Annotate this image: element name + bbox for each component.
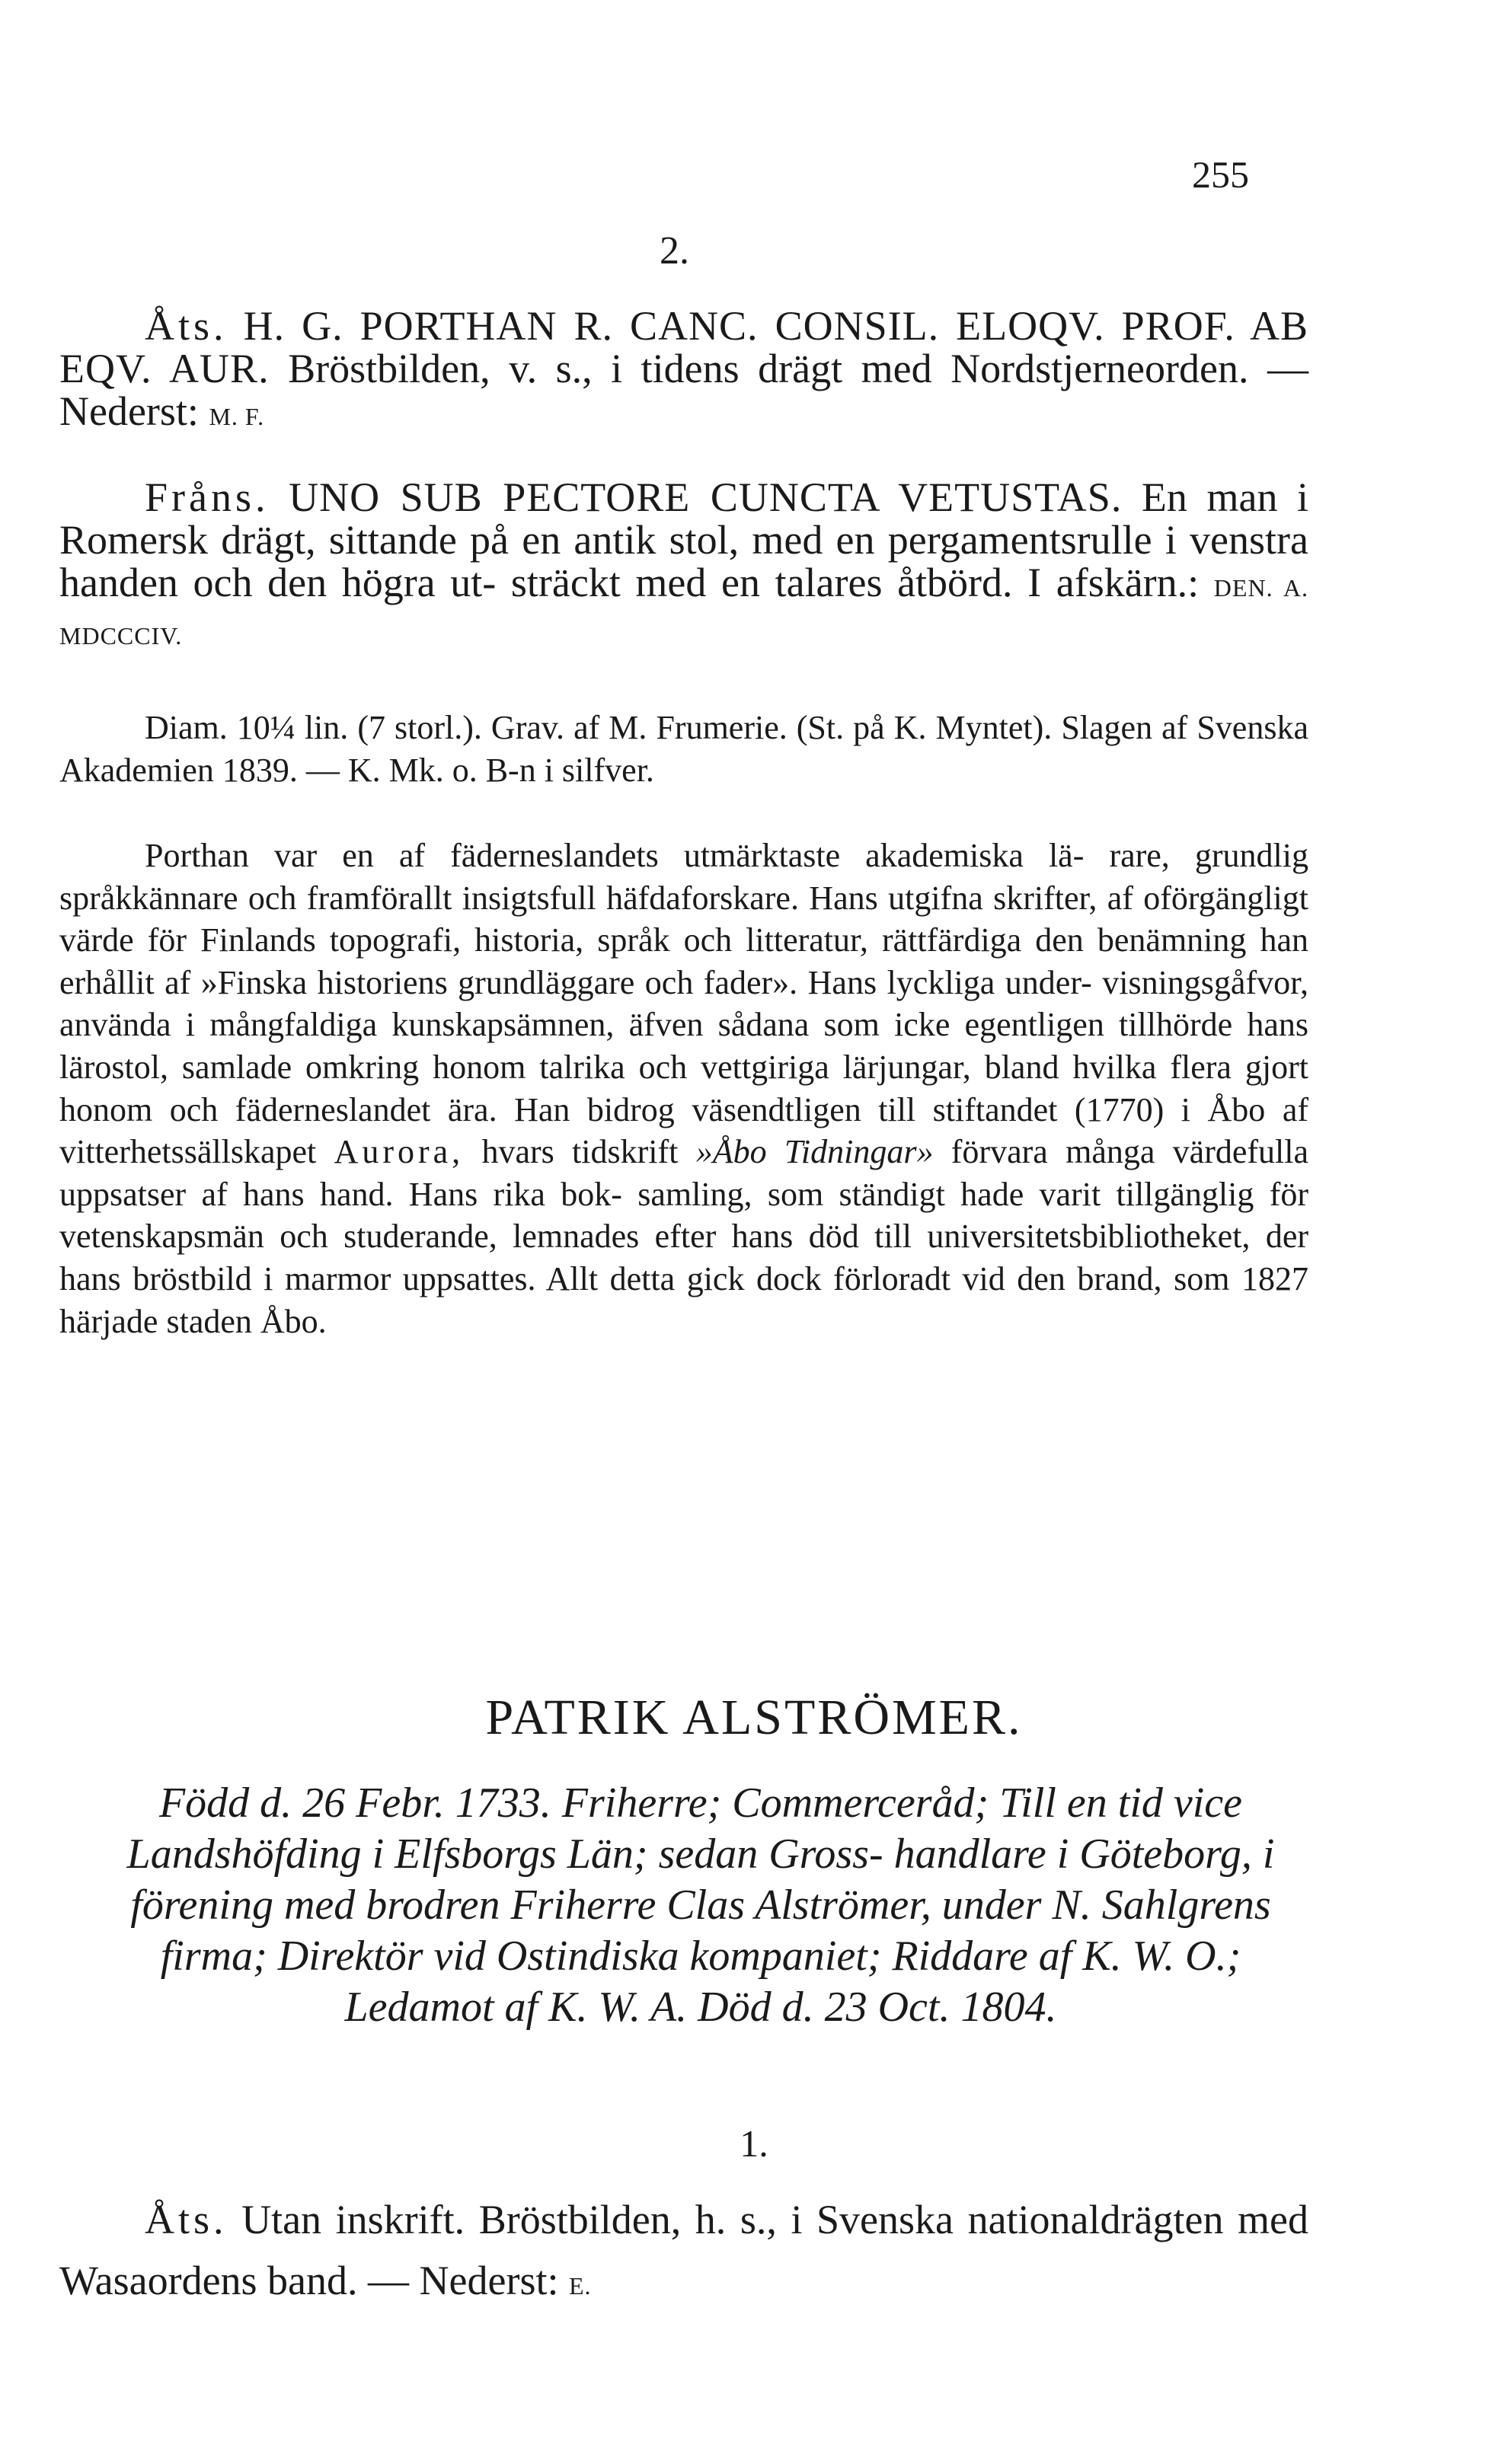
reverse-label: Fråns.: [145, 474, 270, 520]
obverse-signature: M. F.: [209, 403, 265, 430]
person-heading: PATRIK ALSTRÖMER.: [485, 1690, 1023, 1745]
newspaper-title: »Åbo Tidningar»: [695, 1133, 934, 1171]
obverse-inscription: H. G. PORTHAN R. CANC. CONSIL. ELOQV. PROF. AB EQV. AUR.: [59, 303, 1309, 391]
obverse-label: Åts.: [145, 303, 228, 349]
medal-obverse-description: [59, 305, 1308, 438]
society-name: Aurora,: [334, 1133, 465, 1171]
commentary-paragraph: [59, 835, 1308, 1342]
medal-1-obverse-description: [59, 2189, 1308, 2316]
medal-details-text: Diam. 10¼ lin. (7 storl.). Grav. af M. Frumerie. (St. på K. Myntet). Slagen af Svenska Akademien 1839. — K. Mk. o. B-n i silfver.: [59, 709, 1308, 789]
medal-number-1: 1.: [740, 2122, 768, 2165]
reverse-text: En man i Romersk drägt, sittande på en antik stol, med en pergamentsrulle i venstra handen och den högra ut- sträckt med en talares åtbörd. I afskärn.:: [59, 474, 1309, 605]
page-number: 255: [1192, 153, 1249, 196]
reverse-exergue: DEN. A. MDCCCIV.: [59, 574, 1309, 650]
medal-number: 2.: [660, 229, 689, 273]
medal-reverse-description: [59, 476, 1308, 657]
person-biography: Född d. 26 Febr. 1733. Friherre; Commerceråd; Till en tid vice Landshöfding i Elfsborgs Län; sedan Gross- handlare i Göteborg, i förening med brodren Friherre Clas Alströmer, under N. Sahlgrens firma; Direktör vid Ostindiska kompaniet; Riddare af K. W. O.; Ledamot af K. W. A. Död d. 23 Oct. 1804.: [126, 1779, 1275, 2031]
obverse-text-1: Utan inskrift. Bröstbilden, h. s., i Svenska nationaldrägten med Wasaordens band. — Nederst:: [59, 2197, 1308, 2303]
medal-details: [59, 707, 1308, 791]
obverse-text: Bröstbilden, v. s., i tidens drägt med Nordstjerneorden. — Nederst:: [59, 346, 1308, 434]
commentary-text-3: förvara många värdefulla uppsatser af hans hand. Hans rika bok- samling, som ständigt hade varit tillgänglig för vetenskapsmän och studerande, lemnades efter hans död till universitetsbibliotheket, der hans bröstbild i marmor uppsattes. Allt detta gick dock förloradt vid den brand, som 1827 härjade staden Åbo.: [59, 1133, 1309, 1340]
obverse-signature-1: E.: [568, 2272, 592, 2300]
commentary-text: Porthan var en af fäderneslandets utmärktaste akademiska lä- rare, grundlig språkkännare och framförallt insigtsfull häfdaforskare. Hans utgifna skrifter, af oförgängligt värde för Finlands topografi, historia, språk och litteratur, rättfärdiga den benämning han erhållit af »Finska historiens grundläggare och fader». Hans lyckliga under- visningsgåfvor, använda i mångfaldiga kunskapsämnen, äfven sådana som icke egentligen tillhörde hans lärostol, samlade omkring honom talrika och vettgiriga lärjungar, bland hvilka flera gjort honom och fäderneslandet ära. Han bidrog väsendtligen till stiftandet (1770) i Åbo af vitterhetssällskapet: [59, 837, 1308, 1171]
obverse-label-1: Åts.: [145, 2197, 228, 2242]
commentary-text-2: hvars tidskrift: [481, 1133, 679, 1171]
reverse-inscription: UNO SUB PECTORE CUNCTA VETUSTAS.: [289, 474, 1123, 520]
